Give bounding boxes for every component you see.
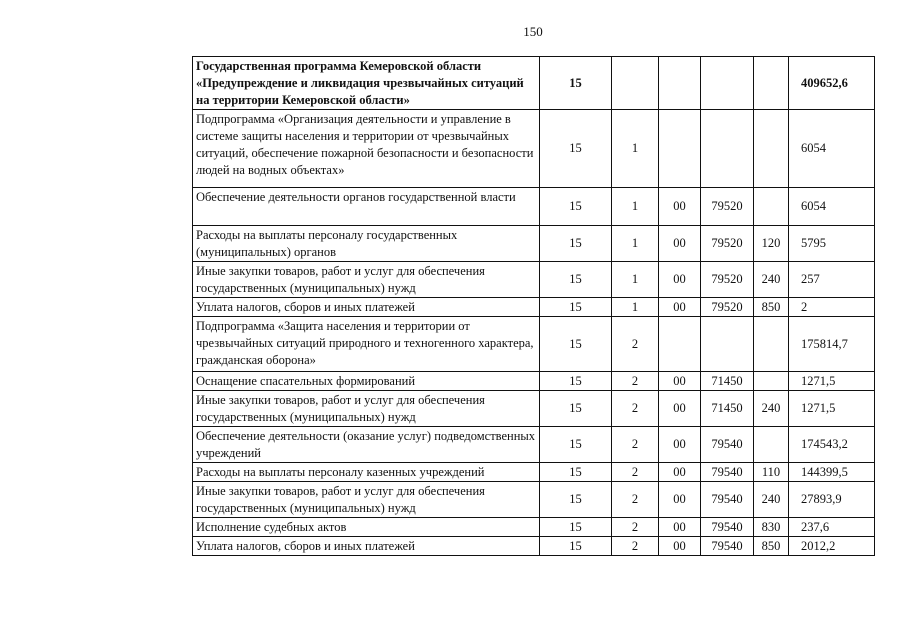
group-code-cell: 00: [659, 262, 701, 298]
group-code-cell: [659, 317, 701, 372]
table-row: [193, 188, 875, 226]
expense-type-cell: 850: [754, 298, 789, 317]
program-code-cell: 15: [540, 391, 612, 427]
item-name-cell: Подпрограмма «Защита населения и территории от чрезвычайных ситуаций природного и техногенного характера, гражданская оборона»: [193, 317, 540, 372]
expense-type-cell: [754, 372, 789, 391]
item-name-cell: Подпрограмма «Организация деятельности и управление в системе защиты населения и территории от чрезвычайных ситуаций, обеспечение пожарной безопасности и безопасности людей на водных объектах»: [193, 110, 540, 188]
article-code-cell: 71450: [701, 372, 754, 391]
program-code-cell: 15: [540, 298, 612, 317]
article-code-cell: 79540: [701, 463, 754, 482]
article-code-cell: 79540: [701, 518, 754, 537]
program-code-cell: 15: [540, 372, 612, 391]
amount-cell: 175814,7: [789, 317, 875, 372]
group-code-cell: 00: [659, 226, 701, 262]
item-name-cell: Иные закупки товаров, работ и услуг для обеспечения государственных (муниципальных) нужд: [193, 482, 540, 518]
expense-type-cell: [754, 57, 789, 110]
article-code-cell: 79540: [701, 537, 754, 556]
table-row: [193, 226, 875, 262]
subprogram-code-cell: [612, 57, 659, 110]
subprogram-code-cell: 1: [612, 110, 659, 188]
page-number: 150: [523, 24, 543, 39]
subprogram-code-cell: 2: [612, 463, 659, 482]
program-code-cell: 15: [540, 427, 612, 463]
expense-type-cell: 110: [754, 463, 789, 482]
item-name-cell: Исполнение судебных актов: [193, 518, 540, 537]
subprogram-code-cell: 2: [612, 482, 659, 518]
group-code-cell: [659, 110, 701, 188]
table-row: [193, 372, 875, 391]
article-code-cell: [701, 110, 754, 188]
item-name-cell: Уплата налогов, сборов и иных платежей: [193, 537, 540, 556]
group-code-cell: 00: [659, 482, 701, 518]
subprogram-code-cell: 2: [612, 391, 659, 427]
expense-type-cell: 830: [754, 518, 789, 537]
group-code-cell: 00: [659, 537, 701, 556]
item-name-cell: Обеспечение деятельности органов государственной власти: [193, 188, 540, 226]
table-row: [193, 110, 875, 188]
program-code-cell: 15: [540, 110, 612, 188]
table-row: [193, 427, 875, 463]
amount-cell: 27893,9: [789, 482, 875, 518]
expense-type-cell: [754, 317, 789, 372]
amount-cell: 1271,5: [789, 391, 875, 427]
table-row: [193, 298, 875, 317]
program-code-cell: 15: [540, 537, 612, 556]
program-code-cell: 15: [540, 226, 612, 262]
group-code-cell: 00: [659, 188, 701, 226]
article-code-cell: [701, 317, 754, 372]
amount-cell: 409652,6: [789, 57, 875, 110]
article-code-cell: 79540: [701, 482, 754, 518]
table-row: [193, 391, 875, 427]
item-name-cell: Иные закупки товаров, работ и услуг для обеспечения государственных (муниципальных) нужд: [193, 262, 540, 298]
subprogram-code-cell: 2: [612, 372, 659, 391]
expense-type-cell: [754, 110, 789, 188]
amount-cell: 2012,2: [789, 537, 875, 556]
subprogram-code-cell: 1: [612, 298, 659, 317]
amount-cell: 1271,5: [789, 372, 875, 391]
amount-cell: 257: [789, 262, 875, 298]
group-code-cell: 00: [659, 427, 701, 463]
table-row: [193, 482, 875, 518]
group-code-cell: 00: [659, 463, 701, 482]
subprogram-code-cell: 1: [612, 226, 659, 262]
table-row: [193, 537, 875, 556]
item-name-cell: Расходы на выплаты персоналу государственных (муниципальных) органов: [193, 226, 540, 262]
program-code-cell: 15: [540, 518, 612, 537]
amount-cell: 6054: [789, 110, 875, 188]
expense-type-cell: 240: [754, 391, 789, 427]
table-row: [193, 57, 875, 110]
article-code-cell: 79520: [701, 262, 754, 298]
table-row: [193, 463, 875, 482]
program-code-cell: 15: [540, 482, 612, 518]
article-code-cell: 79520: [701, 188, 754, 226]
item-name-cell: Оснащение спасательных формирований: [193, 372, 540, 391]
group-code-cell: [659, 57, 701, 110]
subprogram-code-cell: 1: [612, 262, 659, 298]
item-name-cell: Иные закупки товаров, работ и услуг для обеспечения государственных (муниципальных) нужд: [193, 391, 540, 427]
article-code-cell: 79520: [701, 226, 754, 262]
amount-cell: 6054: [789, 188, 875, 226]
table-row: [193, 317, 875, 372]
program-code-cell: 15: [540, 463, 612, 482]
expense-type-cell: [754, 427, 789, 463]
expense-type-cell: 120: [754, 226, 789, 262]
item-name-cell: Государственная программа Кемеровской области «Предупреждение и ликвидация чрезвычайных ситуаций на территории Кемеровской области»: [193, 57, 540, 110]
group-code-cell: 00: [659, 518, 701, 537]
program-code-cell: 15: [540, 57, 612, 110]
table-row: [193, 518, 875, 537]
expense-type-cell: 240: [754, 482, 789, 518]
subprogram-code-cell: 2: [612, 518, 659, 537]
group-code-cell: 00: [659, 391, 701, 427]
table-body: [193, 57, 875, 556]
group-code-cell: 00: [659, 372, 701, 391]
article-code-cell: 71450: [701, 391, 754, 427]
subprogram-code-cell: 2: [612, 427, 659, 463]
item-name-cell: Расходы на выплаты персоналу казенных учреждений: [193, 463, 540, 482]
item-name-cell: Обеспечение деятельности (оказание услуг) подведомственных учреждений: [193, 427, 540, 463]
amount-cell: 2: [789, 298, 875, 317]
program-code-cell: 15: [540, 188, 612, 226]
article-code-cell: [701, 57, 754, 110]
amount-cell: 237,6: [789, 518, 875, 537]
amount-cell: 5795: [789, 226, 875, 262]
table-row: [193, 262, 875, 298]
program-code-cell: 15: [540, 317, 612, 372]
amount-cell: 144399,5: [789, 463, 875, 482]
program-code-cell: 15: [540, 262, 612, 298]
expense-type-cell: [754, 188, 789, 226]
subprogram-code-cell: 2: [612, 537, 659, 556]
expense-type-cell: 850: [754, 537, 789, 556]
budget-table: [192, 56, 875, 556]
group-code-cell: 00: [659, 298, 701, 317]
subprogram-code-cell: 1: [612, 188, 659, 226]
article-code-cell: 79540: [701, 427, 754, 463]
subprogram-code-cell: 2: [612, 317, 659, 372]
item-name-cell: Уплата налогов, сборов и иных платежей: [193, 298, 540, 317]
amount-cell: 174543,2: [789, 427, 875, 463]
expense-type-cell: 240: [754, 262, 789, 298]
article-code-cell: 79520: [701, 298, 754, 317]
